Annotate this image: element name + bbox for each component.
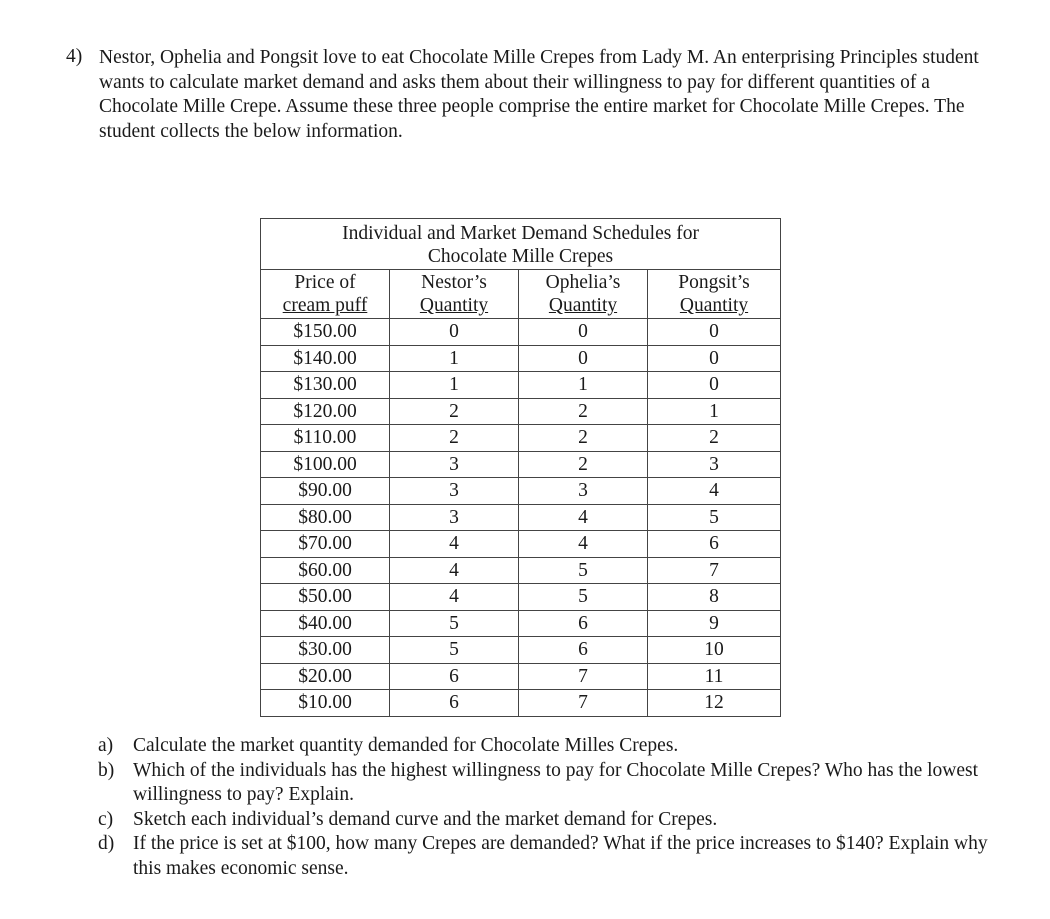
price-cell: $60.00 (261, 557, 390, 584)
ophelia-quantity-cell: 2 (519, 398, 648, 425)
part-label: a) (98, 735, 114, 756)
table-caption-line2: Chocolate Mille Crepes (427, 246, 614, 267)
price-cell: $150.00 (261, 319, 390, 346)
nestor-quantity-cell: 1 (390, 372, 519, 399)
part-text: Sketch each individual’s demand curve and the market demand for Crepes. (133, 808, 718, 830)
nestor-quantity-cell: 5 (390, 637, 519, 664)
table-row (261, 690, 781, 717)
ophelia-quantity-cell: 2 (519, 451, 648, 478)
ophelia-quantity-cell: 6 (519, 610, 648, 637)
price-cell: $110.00 (261, 425, 390, 452)
pongsit-quantity-cell: 6 (648, 531, 781, 558)
table-row (261, 425, 781, 452)
nestor-quantity-cell: 2 (390, 398, 519, 425)
price-cell: $80.00 (261, 504, 390, 531)
nestor-quantity-cell: 6 (390, 663, 519, 690)
price-cell: $140.00 (261, 345, 390, 372)
nestor-quantity-cell: 3 (390, 504, 519, 531)
pongsit-quantity-cell: 0 (648, 372, 781, 399)
ophelia-quantity-cell: 5 (519, 557, 648, 584)
nestor-quantity-cell: 6 (390, 690, 519, 717)
question-text: Nestor, Ophelia and Pongsit love to eat Chocolate Mille Crepes from Lady M. An enterprising Principles student wants to calculate market demand and asks them about their willingness to pay for different quantities of a Chocolate Mille Crepe. Assume these three people comprise the entire market for Chocolate Mille Crepes. The student collects the below information. (99, 47, 979, 142)
pongsit-quantity-cell: 2 (648, 425, 781, 452)
part-a (98, 734, 998, 759)
table-row (261, 663, 781, 690)
price-cell: $120.00 (261, 398, 390, 425)
part-b (98, 759, 998, 808)
table-row (261, 610, 781, 637)
price-cell: $90.00 (261, 478, 390, 505)
ophelia-quantity-cell: 1 (519, 372, 648, 399)
price-cell: $30.00 (261, 637, 390, 664)
column-header-pongsit: Pongsit’s Quantity (648, 270, 781, 319)
table-caption-line1: Individual and Market Demand Schedules for (342, 222, 699, 244)
pongsit-quantity-cell: 11 (648, 663, 781, 690)
table-row (261, 451, 781, 478)
pongsit-quantity-cell: 7 (648, 557, 781, 584)
nestor-quantity-cell: 4 (390, 557, 519, 584)
pongsit-quantity-cell: 12 (648, 690, 781, 717)
ophelia-quantity-cell: 4 (519, 504, 648, 531)
table-row (261, 637, 781, 664)
part-text: Which of the individuals has the highest willingness to pay for Chocolate Mille Crepes? Who has the lowest willingness to pay? Explain. (133, 759, 979, 805)
table-row (261, 319, 781, 346)
ophelia-quantity-cell: 4 (519, 531, 648, 558)
nestor-quantity-cell: 5 (390, 610, 519, 637)
column-header-nestor: Nestor’s Quantity (390, 270, 519, 319)
part-label: b) (98, 759, 115, 781)
pongsit-quantity-cell: 1 (648, 398, 781, 425)
part-label: c) (98, 808, 114, 830)
nestor-quantity-cell: 4 (390, 531, 519, 558)
table-row (261, 584, 781, 611)
price-cell: $40.00 (261, 610, 390, 637)
table-row (261, 372, 781, 399)
price-cell: $100.00 (261, 451, 390, 478)
question-number: 4) (66, 46, 83, 67)
table-row (261, 531, 781, 558)
price-cell: $70.00 (261, 531, 390, 558)
part-label: d) (98, 833, 115, 854)
ophelia-quantity-cell: 5 (519, 584, 648, 611)
table-row (261, 345, 781, 372)
nestor-quantity-cell: 0 (390, 319, 519, 346)
question-parts (98, 734, 998, 881)
table-row (261, 398, 781, 425)
nestor-quantity-cell: 4 (390, 584, 519, 611)
ophelia-quantity-cell: 0 (519, 319, 648, 346)
pongsit-quantity-cell: 0 (648, 319, 781, 346)
part-text: If the price is set at $100, how many Crepes are demanded? What if the price increases to $140? Explain why this makes economic sense. (133, 833, 988, 879)
pongsit-quantity-cell: 0 (648, 345, 781, 372)
ophelia-quantity-cell: 7 (519, 663, 648, 690)
nestor-quantity-cell: 1 (390, 345, 519, 372)
price-cell: $20.00 (261, 663, 390, 690)
pongsit-quantity-cell: 9 (648, 610, 781, 637)
pongsit-quantity-cell: 3 (648, 451, 781, 478)
nestor-quantity-cell: 3 (390, 451, 519, 478)
ophelia-quantity-cell: 7 (519, 690, 648, 717)
pongsit-quantity-cell: 10 (648, 637, 781, 664)
ophelia-quantity-cell: 2 (519, 425, 648, 452)
column-header-ophelia: Ophelia’s Quantity (519, 270, 648, 319)
price-cell: $10.00 (261, 690, 390, 717)
nestor-quantity-cell: 2 (390, 425, 519, 452)
part-c (98, 808, 998, 833)
table-row (261, 478, 781, 505)
table-row (261, 504, 781, 531)
pongsit-quantity-cell: 5 (648, 504, 781, 531)
pongsit-quantity-cell: 4 (648, 478, 781, 505)
part-text: Calculate the market quantity demanded for Chocolate Milles Crepes. (133, 735, 679, 756)
nestor-quantity-cell: 3 (390, 478, 519, 505)
table-row (261, 557, 781, 584)
part-d (98, 832, 998, 881)
price-cell: $50.00 (261, 584, 390, 611)
ophelia-quantity-cell: 0 (519, 345, 648, 372)
pongsit-quantity-cell: 8 (648, 584, 781, 611)
demand-schedule-table (260, 218, 781, 717)
table-caption (261, 219, 781, 270)
price-cell: $130.00 (261, 372, 390, 399)
ophelia-quantity-cell: 6 (519, 637, 648, 664)
column-header-price: Price of cream puff (261, 270, 390, 319)
ophelia-quantity-cell: 3 (519, 478, 648, 505)
